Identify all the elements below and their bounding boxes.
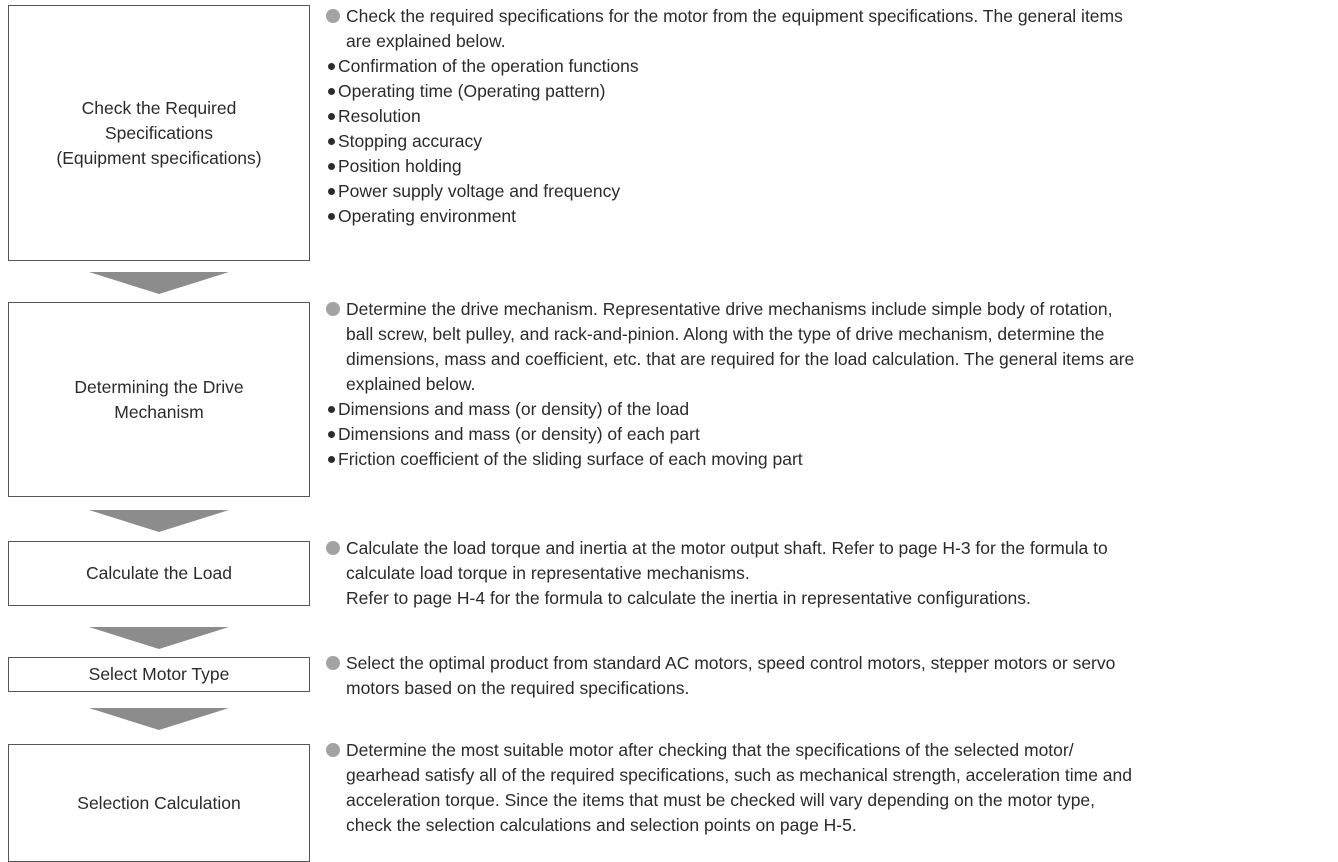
step-box-line: Select Motor Type	[88, 664, 230, 684]
bullet-icon	[328, 113, 335, 120]
bullet-icon	[328, 63, 335, 70]
lead-line: calculate load torque in representative mechanisms.	[346, 563, 750, 583]
step-box-check-specifications	[8, 5, 310, 261]
step-description-calculate-load	[326, 536, 1334, 611]
lead-line: check the selection calculations and selection points on page H-5.	[346, 815, 857, 835]
lead-line: Determine the most suitable motor after checking that the specifications of the selected motor/	[346, 740, 1074, 760]
list-item: Confirmation of the operation functions	[326, 54, 1334, 79]
list-item: Power supply voltage and frequency	[326, 179, 1334, 204]
lead-line: ball screw, belt pulley, and rack-and-pinion. Along with the type of drive mechanism, determine the	[346, 324, 1105, 344]
lead-line: acceleration torque. Since the items that must be checked will vary depending on the motor type,	[346, 790, 1096, 810]
step-box-select-motor-type	[8, 657, 310, 692]
bullet-icon	[328, 88, 335, 95]
list-item: Stopping accuracy	[326, 129, 1334, 154]
list-item: Operating time (Operating pattern)	[326, 79, 1334, 104]
step-description-check-specifications	[326, 4, 1334, 229]
lead-line: Select the optimal product from standard AC motors, speed control motors, stepper motors or servo	[346, 653, 1116, 673]
step-box-line: Specifications	[105, 122, 213, 143]
list-item: Resolution	[326, 104, 1334, 129]
list-item: Dimensions and mass (or density) of the load	[326, 397, 1334, 422]
bullet-icon	[328, 431, 335, 438]
lead-paragraph	[326, 536, 1334, 611]
lead-bullet-icon	[326, 541, 340, 555]
flow-arrow-down-icon	[89, 708, 229, 730]
step-box-line: Selection Calculation	[77, 792, 241, 813]
flow-arrow-down-icon	[89, 510, 229, 532]
lead-line: explained below.	[346, 374, 476, 394]
step-description-select-motor-type	[326, 651, 1334, 701]
lead-line: Determine the drive mechanism. Representative drive mechanisms include simple body of rotation,	[346, 299, 1113, 319]
lead-line: Check the required specifications for the motor from the equipment specifications. The general items	[346, 6, 1123, 26]
list-item: Dimensions and mass (or density) of each part	[326, 422, 1334, 447]
lead-line: motors based on the required specifications.	[346, 678, 690, 698]
list-item: Friction coefficient of the sliding surface of each moving part	[326, 447, 1334, 472]
step-box-line: Mechanism	[114, 401, 204, 422]
lead-bullet-icon	[326, 9, 340, 23]
flow-arrow-down-icon	[89, 627, 229, 649]
flow-arrow-down-icon	[89, 272, 229, 294]
step-box-calculate-load	[8, 541, 310, 606]
lead-bullet-icon	[326, 302, 340, 316]
lead-paragraph	[326, 651, 1334, 701]
lead-line: Refer to page H-4 for the formula to calculate the inertia in representative configurations.	[346, 588, 1031, 608]
bullet-icon	[328, 213, 335, 220]
bullet-icon	[328, 138, 335, 145]
lead-paragraph	[326, 4, 1334, 54]
lead-paragraph	[326, 297, 1334, 397]
step-box-line: (Equipment specifications)	[56, 147, 262, 168]
step-box-drive-mechanism	[8, 302, 310, 497]
lead-line: are explained below.	[346, 31, 506, 51]
list-item: Position holding	[326, 154, 1334, 179]
list-item: Operating environment	[326, 204, 1334, 229]
bullet-icon	[328, 163, 335, 170]
lead-line: dimensions, mass and coefficient, etc. that are required for the load calculation. The general items are	[346, 349, 1135, 369]
lead-line: Calculate the load torque and inertia at the motor output shaft. Refer to page H-3 for the formula to	[346, 538, 1108, 558]
lead-bullet-icon	[326, 743, 340, 757]
bullet-icon	[328, 456, 335, 463]
step-box-line: Determining the Drive	[74, 376, 244, 397]
step-description-drive-mechanism	[326, 297, 1334, 472]
bullet-icon	[328, 188, 335, 195]
step-description-selection-calculation	[326, 738, 1334, 838]
step-box-line: Calculate the Load	[86, 563, 232, 583]
bullet-icon	[328, 406, 335, 413]
lead-line: gearhead satisfy all of the required specifications, such as mechanical strength, acceleration time and	[346, 765, 1132, 785]
step-box-selection-calculation	[8, 744, 310, 862]
lead-bullet-icon	[326, 656, 340, 670]
step-box-line: Check the Required	[81, 97, 237, 118]
lead-paragraph	[326, 738, 1334, 838]
